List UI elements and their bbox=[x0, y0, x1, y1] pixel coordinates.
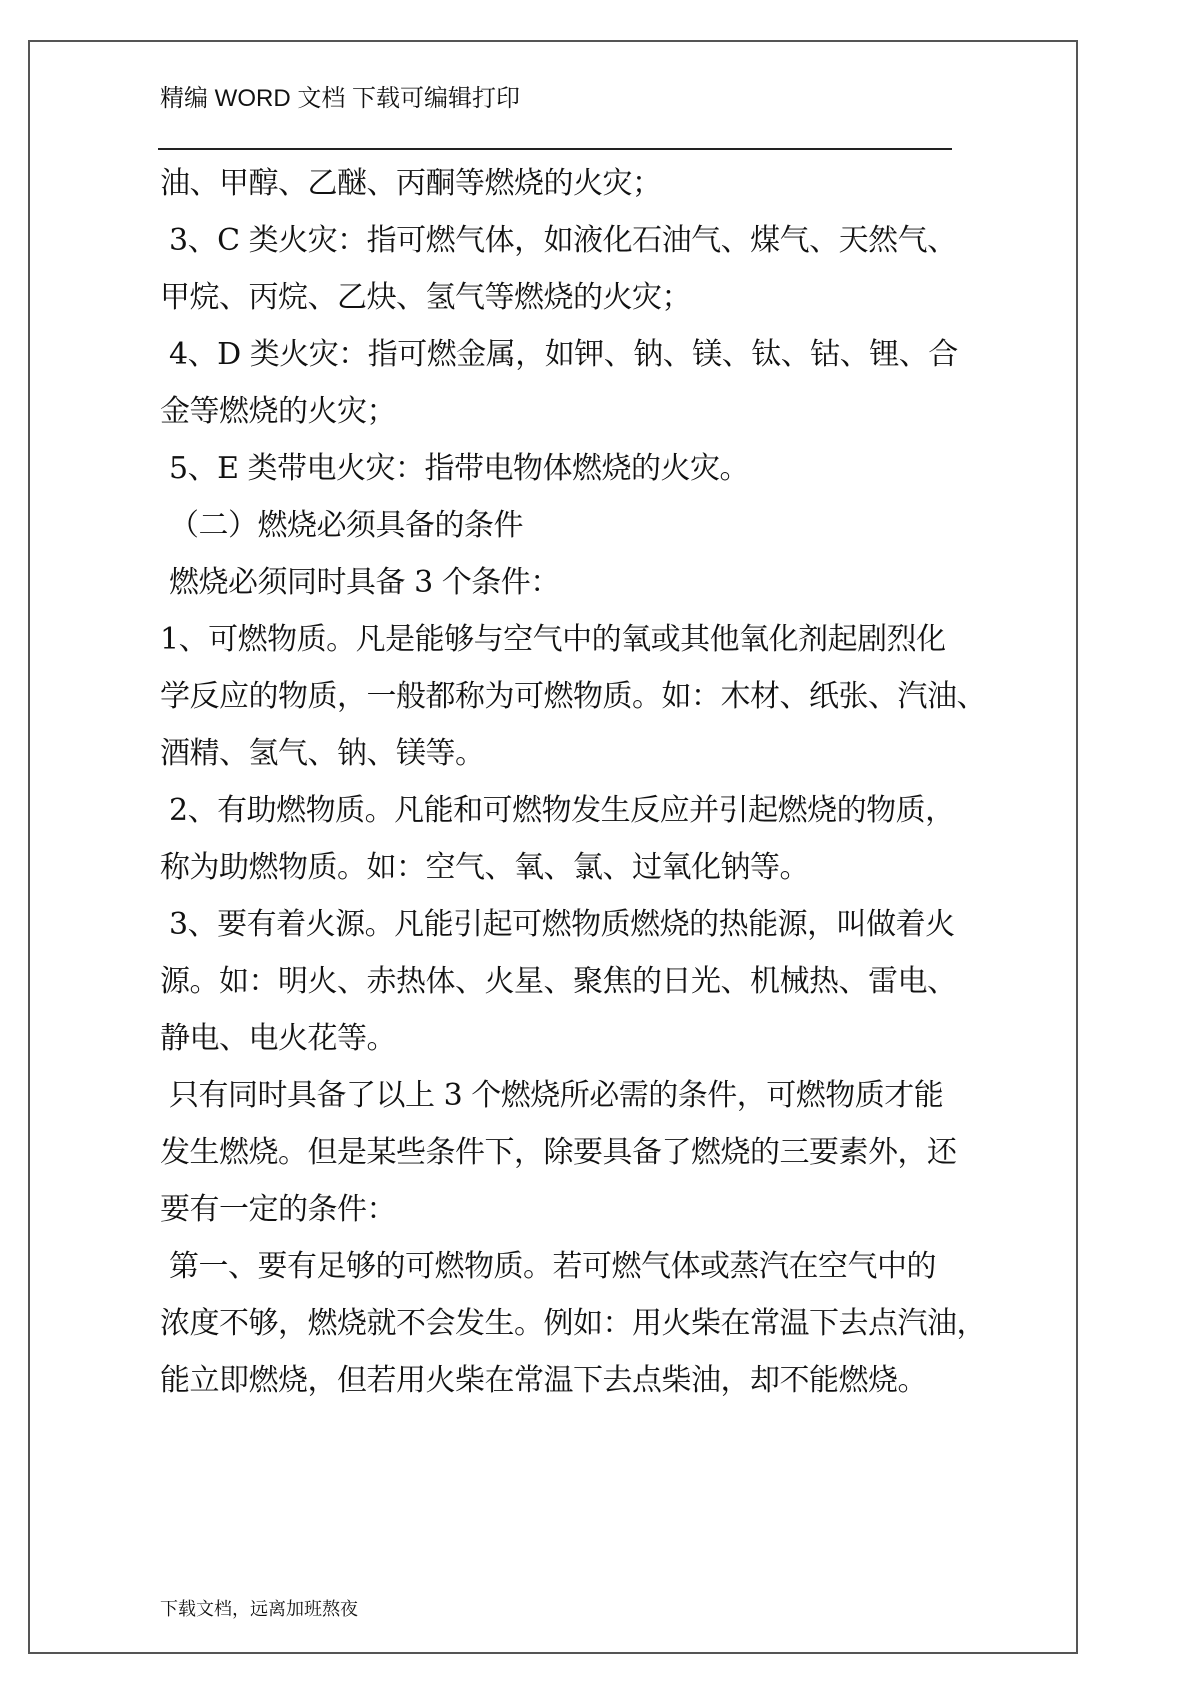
page-header: 精编 WORD 文档 下载可编辑打印 bbox=[160, 85, 520, 112]
text-line: 浓度不够，燃烧就不会发生。例如：用火柴在常温下去点汽油， bbox=[160, 1306, 986, 1341]
text-line: 2、有助燃物质。凡能和可燃物发生反应并引起燃烧的物质， bbox=[160, 793, 955, 828]
document-body bbox=[160, 155, 986, 1409]
section-heading: （二）燃烧必须具备的条件 bbox=[160, 508, 524, 543]
text-line: 4、D 类火灾：指可燃金属，如钾、钠、镁、钛、钴、锂、合 bbox=[160, 337, 958, 372]
page-footer: 下载文档，远离加班熬夜 bbox=[160, 1599, 358, 1620]
text-line: 源。如：明火、赤热体、火星、聚焦的日光、机械热、雷电、 bbox=[160, 964, 957, 999]
text-line: 第一、要有足够的可燃物质。若可燃气体或蒸汽在空气中的 bbox=[160, 1249, 937, 1284]
text-line: 金等燃烧的火灾； bbox=[160, 394, 396, 429]
text-line: 燃烧必须同时具备 3 个条件： bbox=[160, 565, 560, 600]
text-line: 油、甲醇、乙醚、丙酮等燃烧的火灾； bbox=[160, 166, 662, 201]
text-line: 1、可燃物质。凡是能够与空气中的氧或其他氧化剂起剧烈化 bbox=[160, 622, 946, 657]
text-line: 只有同时具备了以上 3 个燃烧所必需的条件，可燃物质才能 bbox=[160, 1078, 944, 1113]
text-line: 称为助燃物质。如：空气、氧、氯、过氧化钠等。 bbox=[160, 850, 809, 885]
text-line: 要有一定的条件： bbox=[160, 1192, 396, 1227]
text-line: 酒精、氢气、钠、镁等。 bbox=[160, 736, 485, 771]
text-line: 静电、电火花等。 bbox=[160, 1021, 396, 1056]
text-line: 5、E 类带电火灾：指带电物体燃烧的火灾。 bbox=[160, 451, 750, 486]
text-line: 3、C 类火灾：指可燃气体，如液化石油气、煤气、天然气、 bbox=[160, 223, 957, 258]
header-divider bbox=[158, 148, 952, 150]
text-line: 3、要有着火源。凡能引起可燃物质燃烧的热能源，叫做着火 bbox=[160, 907, 955, 942]
text-line: 发生燃烧。但是某些条件下，除要具备了燃烧的三要素外，还 bbox=[160, 1135, 957, 1170]
text-line: 甲烷、丙烷、乙炔、氢气等燃烧的火灾； bbox=[160, 280, 691, 315]
text-line: 能立即燃烧，但若用火柴在常温下去点柴油，却不能燃烧。 bbox=[160, 1363, 927, 1398]
text-line: 学反应的物质，一般都称为可燃物质。如：木材、纸张、汽油、 bbox=[160, 679, 986, 714]
